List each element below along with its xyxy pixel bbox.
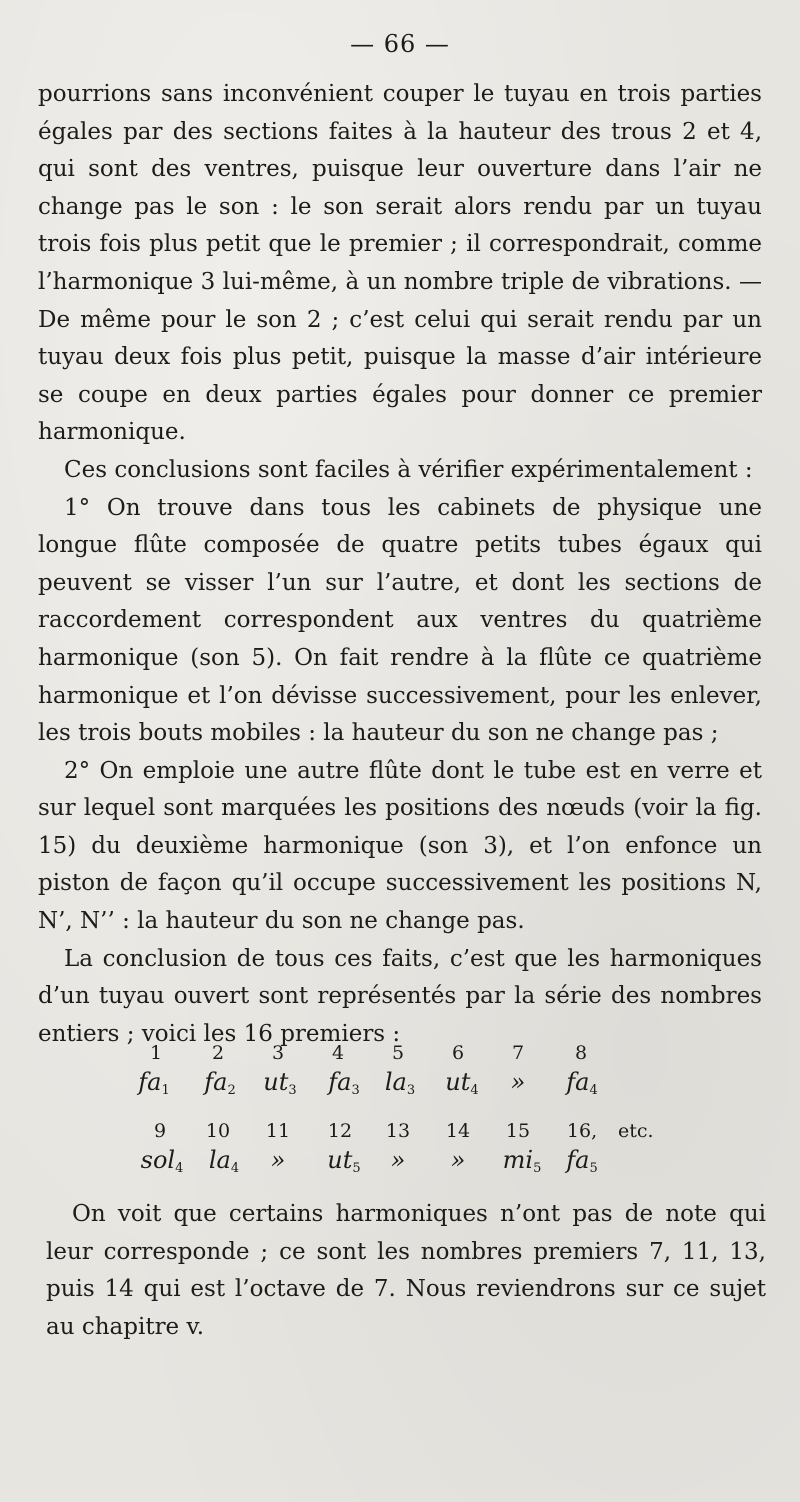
paragraph-conclusion: La conclusion de tous ces faits, c’est que les harmoniques d’un tuyau ouvert sont représentés par la série des nombres entiers ; voici les 16 premiers : [38,945,762,1047]
harmonic-note: $ut_3$ [263,1068,297,1098]
harmonic-number: 3 [271,1042,285,1064]
harmonic-note: $ut_4$ [445,1068,479,1098]
harmonic-number: 15 [505,1120,531,1142]
harmonic-number: 6 [451,1042,465,1064]
harmonic-note: $fa_3$ [328,1068,360,1098]
harmonic-note: » [390,1146,406,1174]
harmonic-number: 16, [566,1120,598,1142]
harmonic-note: $fa_2$ [204,1068,236,1098]
harmonic-note: » [510,1068,526,1096]
harmonic-number: 13 [385,1120,411,1142]
harmonic-number: 5 [391,1042,405,1064]
paragraph-conclusions-intro: Ces conclusions sont faciles à vérifier expérimentalement : [64,456,753,483]
body-text [38,76,762,1053]
harmonic-number: 2 [211,1042,225,1064]
harmonic-note: $mi_5$ [502,1146,542,1176]
harmonic-note: » [270,1146,286,1174]
harmonic-number: 14 [445,1120,471,1142]
harmonic-note: $ut_5$ [327,1146,361,1176]
harmonic-note: $fa_5$ [566,1146,598,1176]
harmonic-note: $fa_4$ [566,1068,598,1098]
harmonic-number: 8 [574,1042,588,1064]
page-number: — 66 — [350,30,450,58]
harmonic-note: sol$_4$ [140,1146,184,1176]
harmonic-number: 11 [265,1120,291,1142]
harmonic-number: 10 [205,1120,231,1142]
harmonic-note: $la_3$ [384,1068,416,1098]
harmonic-number: 7 [511,1042,525,1064]
harmonic-note: $fa_1$ [138,1068,170,1098]
paragraph-experiment-2: 2° On emploie une autre flûte dont le tube est en verre et sur lequel sont marquées les positions des nœuds (voir la fig. 15) du deuxième harmonique (son 3), et l’on enfonce un piston de façon qu’il occupe successivement les positions N, N’, N’’ : la hauteur du son ne change pas. [38,757,762,935]
harmonic-number: 4 [331,1042,345,1064]
closing-paragraph [46,1196,766,1346]
harmonic-note: $la_4$ [208,1146,240,1176]
harmonic-note: » [450,1146,466,1174]
etc-label: etc. [618,1120,654,1142]
paragraph-closing: On voit que certains harmoniques n’ont pas de note qui leur corresponde ; ce sont les nombres premiers 7, 11, 13, puis 14 qui est l’octave de 7. Nous reviendrons sur ce sujet au chapitre v. [46,1201,766,1340]
harmonic-number: 12 [327,1120,353,1142]
harmonic-number: 1 [149,1042,163,1064]
paragraph-experiment-1: 1° On trouve dans tous les cabinets de physique une longue flûte composée de quatre petits tubes égaux qui peuvent se visser l’un sur l’autre, et dont les sections de raccordement correspondent aux ventres du quatrième harmonique (son 5). On fait rendre à la flûte ce quatrième harmonique et l’on dévisse successivement, pour les enlever, les trois bouts mobiles : la hauteur du son ne change pas ; [38,494,762,747]
harmonic-number: 9 [153,1120,167,1142]
paragraph-continuation: pourrions sans inconvénient couper le tuyau en trois parties égales par des sections faites à la hauteur des trous 2 et 4, qui sont des ventres, puisque leur ouverture dans l’air ne change pas le son : le son serait alors rendu par un tuyau trois fois plus petit que le premier ; il correspondrait, comme l’harmonique 3 lui-même, à un nombre triple de vibrations. — De même pour le son 2 ; c’est celui qui serait rendu par un tuyau deux fois plus petit, puisque la masse d’air intérieure se coupe en deux parties égales pour donner ce premier harmonique. [38,81,762,446]
